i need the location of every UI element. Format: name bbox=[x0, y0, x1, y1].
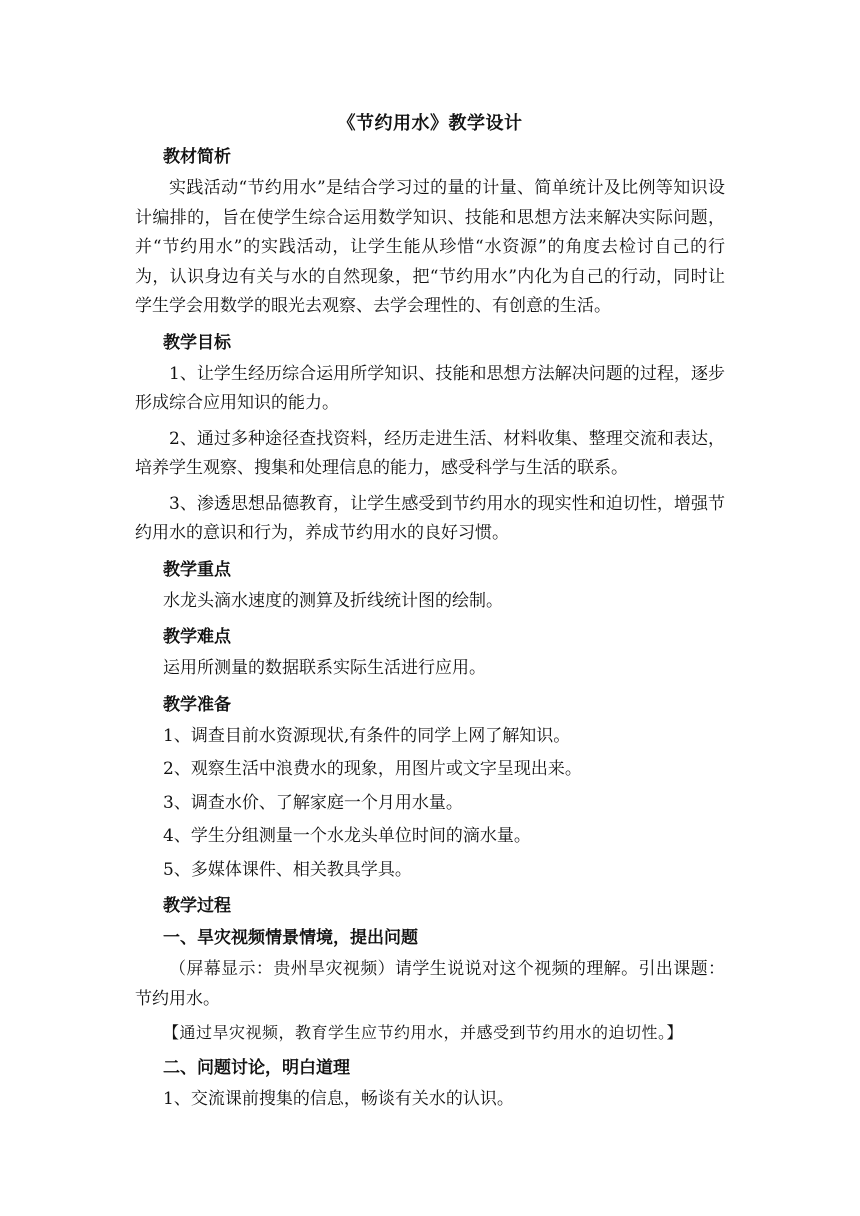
section-heading-process: 教学过程 bbox=[163, 896, 231, 916]
document-page bbox=[135, 108, 725, 1115]
prep-item-5: 5、多媒体课件、相关教具学具。 bbox=[163, 859, 412, 880]
section-heading-difficulty: 教学难点 bbox=[163, 627, 231, 647]
key-text: 水龙头滴水速度的测算及折线统计图的绘制。 bbox=[163, 590, 503, 611]
goal-item-1: 1、让学生经历综合运用所学知识、技能和思想方法解决问题的过程，逐步形成综合应用知识的能力。 bbox=[135, 363, 725, 413]
material-paragraph: 实践活动“节约用水”是结合学习过的量的计量、简单统计及比例等知识设计编排的，旨在使学生综合运用数学知识、技能和思想方法来解决实际问题，并“节约用水”的实践活动，让学生能从珍惜“水资源”的角度去检讨自己的行为，认识身边有关与水的自然现象，把“节约用水”内化为自己的行动，同时让学生学会用数学的眼光去观察、去学会理性的、有创意的生活。 bbox=[135, 178, 725, 316]
step2-item-1: 1、交流课前搜集的信息，畅谈有关水的认识。 bbox=[163, 1089, 514, 1109]
step2-heading: 二、问题讨论，明白道理 bbox=[163, 1058, 350, 1078]
goal-item-3: 3、渗透思想品德教育，让学生感受到节约用水的现实性和迫切性，增强节约用水的意识和行为，养成节约用水的良好习惯。 bbox=[135, 493, 725, 543]
step1-note: 【通过旱灾视频，教育学生应节约用水，并感受到节约用水的迫切性。】 bbox=[163, 1023, 684, 1042]
prep-item-3: 3、调查水价、了解家庭一个月用水量。 bbox=[163, 792, 463, 813]
goal-item-2: 2、通过多种途径查找资料，经历走进生活、材料收集、整理交流和表达，培养学生观察、搜集和处理信息的能力，感受科学与生活的联系。 bbox=[135, 428, 725, 478]
section-heading-prep: 教学准备 bbox=[163, 694, 231, 715]
prep-item-2: 2、观察生活中浪费水的现象，用图片或文字呈现出来。 bbox=[163, 759, 582, 779]
document-title: 《节约用水》教学设计 bbox=[337, 113, 523, 134]
step1-heading: 一、旱灾视频情景情境，提出问题 bbox=[163, 928, 418, 948]
prep-item-4: 4、学生分组测量一个水龙头单位时间的滴水量。 bbox=[163, 826, 531, 846]
section-heading-material: 教材简析 bbox=[163, 147, 231, 167]
section-heading-key: 教学重点 bbox=[163, 559, 231, 580]
section-heading-goals: 教学目标 bbox=[163, 332, 231, 353]
difficulty-text: 运用所测量的数据联系实际生活进行应用。 bbox=[163, 658, 486, 678]
prep-item-1: 1、调查目前水资源现状,有条件的同学上网了解知识。 bbox=[163, 725, 571, 746]
step1-paragraph: （屏幕显示：贵州旱灾视频）请学生说说对这个视频的理解。引出课题：节约用水。 bbox=[135, 959, 725, 1009]
